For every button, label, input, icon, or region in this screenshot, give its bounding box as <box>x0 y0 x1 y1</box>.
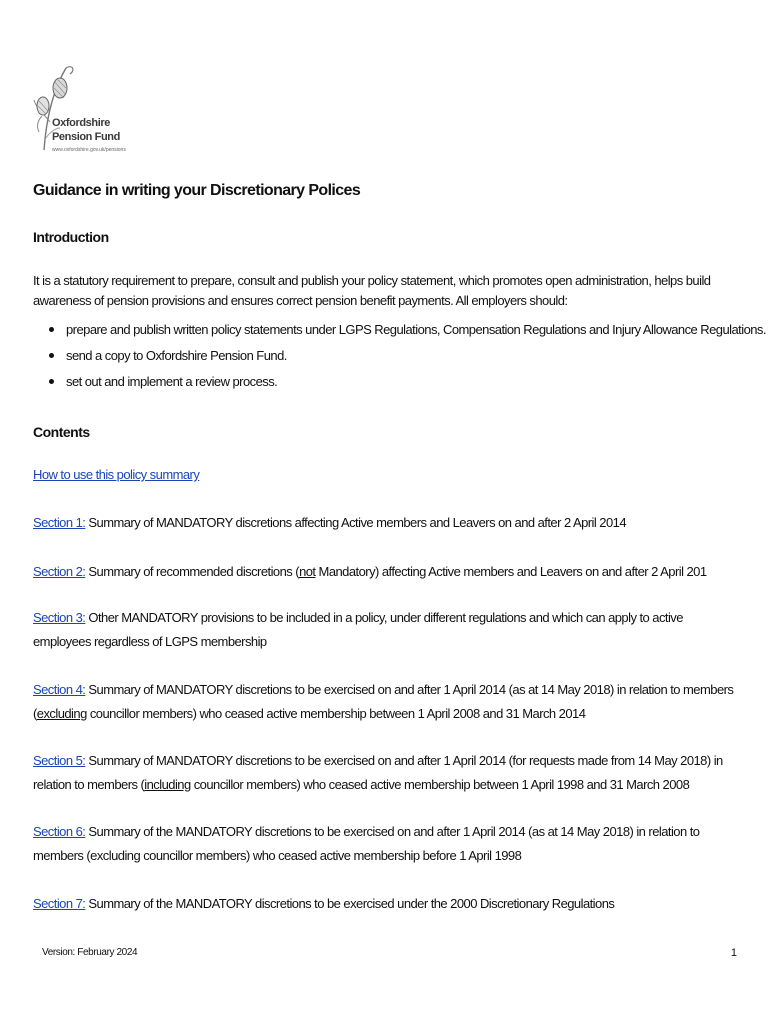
logo-url: www.oxfordshire.gov.uk/pensions <box>52 147 126 153</box>
section-3-description: Other MANDATORY provisions to be included in a policy, under different regulations and which can apply to active employees regardless of LGPS membership <box>33 610 683 649</box>
introduction-text: It is a statutory requirement to prepare, consult and publish your policy statement, which promotes open administration, helps build awareness of pension provisions and ensures correct pension benefit payments. All employers should: <box>33 273 711 308</box>
section-5-entry <box>33 749 743 797</box>
section-7-link[interactable]: Section 7: <box>33 896 86 911</box>
section-2-description-start: Summary of recommended discretions ( <box>85 564 300 579</box>
section-2-emphasis: not <box>299 564 316 579</box>
section-1-link[interactable]: Section 1: <box>33 515 86 530</box>
section-6-link[interactable]: Section 6: <box>33 824 86 839</box>
section-1-entry <box>33 511 743 535</box>
section-6-description: Summary of the MANDATORY discretions to be exercised on and after 1 April 2014 (as at 14 May 2018) in relation to members (excluding councillor members) who ceased active membership before 1 April 1998 <box>33 824 700 863</box>
section-4-entry <box>33 678 743 726</box>
section-4-link[interactable]: Section 4: <box>33 682 86 697</box>
oxfordshire-pension-fund-logo <box>30 62 140 162</box>
section-4-description-end: councillor members) who ceased active membership between 1 April 2008 and 31 March 2014 <box>86 706 586 721</box>
section-4-emphasis: excluding <box>36 706 87 721</box>
contents-heading: Contents <box>33 424 90 440</box>
page-title: Guidance in writing your Discretionary Polices <box>33 182 361 199</box>
section-5-emphasis: including <box>144 777 191 792</box>
section-3-link[interactable]: Section 3: <box>33 610 86 625</box>
bullet-item: set out and implement a review process. <box>33 372 743 398</box>
section-2-description-end: Mandatory) affecting Active members and Leavers on and after 2 April 201 <box>315 564 707 579</box>
section-4-description-start: Summary of MANDATORY discretions to be exercised on and after 1 April 2014 (as at 14 May 2018) in relation to members ( <box>33 682 734 721</box>
section-7-entry <box>33 892 743 916</box>
section-5-description-start: Summary of MANDATORY discretions to be exercised on and after 1 April 2014 (for requests made from 14 May 2018) in relation to members ( <box>33 753 723 792</box>
page-number: 1 <box>730 947 737 959</box>
introduction-heading: Introduction <box>33 229 109 245</box>
bullet-item: prepare and publish written policy statements under LGPS Regulations, Compensation Regulations and Injury Allowance Regulations. <box>33 320 743 346</box>
bullet-item: send a copy to Oxfordshire Pension Fund. <box>33 346 743 372</box>
section-5-link[interactable]: Section 5: <box>33 753 86 768</box>
section-7-description: Summary of the MANDATORY discretions to be exercised under the 2000 Discretionary Regulations <box>85 896 615 911</box>
section-1-description: Summary of MANDATORY discretions affecting Active members and Leavers on and after 2 April 2014 <box>85 515 627 530</box>
how-to-use-link[interactable]: How to use this policy summary <box>33 467 200 482</box>
logo-text-line2: Pension Fund <box>52 131 120 143</box>
introduction-bullet-list <box>33 320 766 398</box>
section-2-entry <box>33 560 743 584</box>
section-2-link[interactable]: Section 2: <box>33 564 86 579</box>
footer-version: Version: February 2024 <box>42 947 138 958</box>
section-6-entry <box>33 820 743 868</box>
logo-text-line1: Oxfordshire <box>52 117 110 129</box>
section-3-entry <box>33 606 743 654</box>
section-5-description-end: councillor members) who ceased active membership between 1 April 1998 and 31 March 2008 <box>190 777 690 792</box>
